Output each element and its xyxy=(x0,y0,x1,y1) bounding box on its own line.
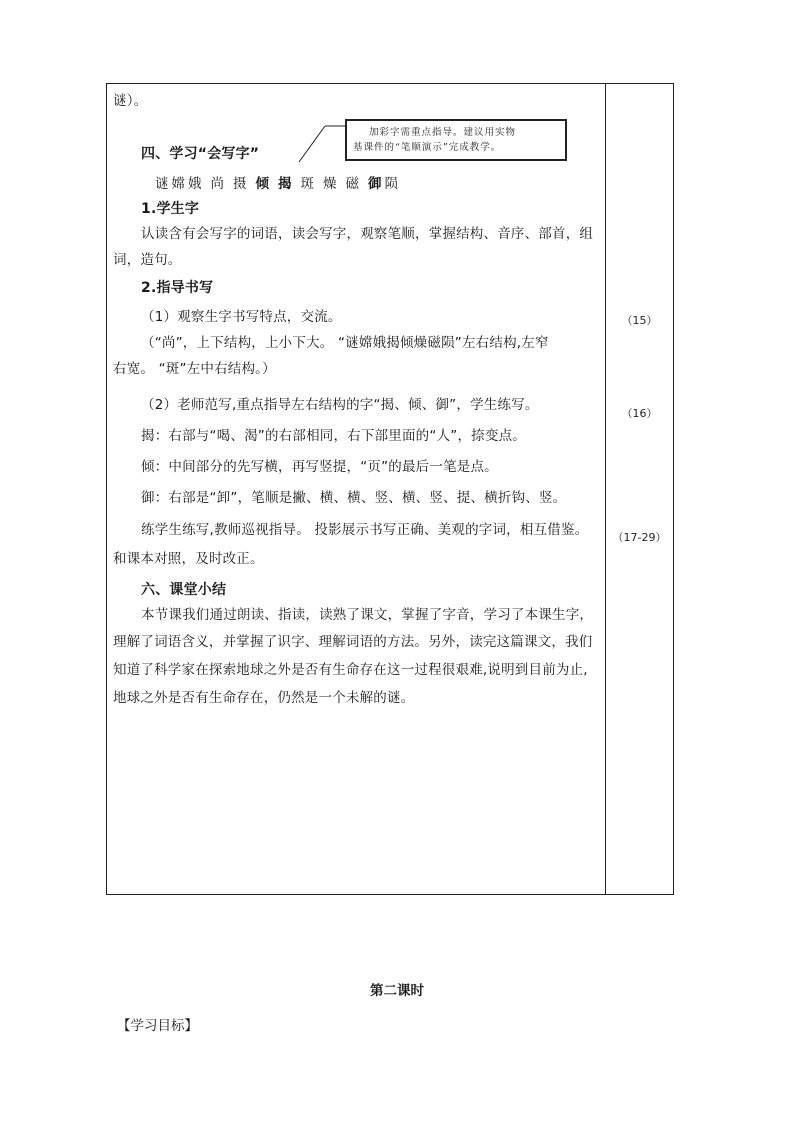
char: 磁 xyxy=(345,176,359,192)
time-mark: （15） xyxy=(621,314,658,327)
time-column xyxy=(606,84,673,894)
text-line: 右宽。 “斑”左中右结构。） xyxy=(113,361,276,377)
char: 谜 xyxy=(155,176,169,192)
text-line: 揭：右部与“喝、渴”的右部相同，右下部里面的“人”，捺变点。 xyxy=(141,428,526,444)
subheading-learn-characters: 1.学生字 xyxy=(141,201,200,217)
char: 御 xyxy=(368,176,382,192)
char: 陨 xyxy=(384,176,398,192)
char: 揭 xyxy=(278,176,292,192)
text-line: 谜）。 xyxy=(113,93,148,109)
tip-line: 基课件的“笔顺演示”完成教学。 xyxy=(353,142,502,153)
char: 摄 xyxy=(233,176,247,192)
text-line: 练学生练写,教师巡视指导。 投影展示书写正确、美观的字词，相互借鉴。 xyxy=(141,522,589,538)
callout-line xyxy=(297,124,349,164)
lesson-title: 第二课时 xyxy=(370,983,424,999)
text-line: 倾：中间部分的先写横，再写竖提，“页”的最后一笔是点。 xyxy=(141,459,498,475)
text-line: 本节课我们通过朗读、指读，读熟了课文，掌握了字音，学习了本课生字， xyxy=(141,607,594,623)
text-line: （1）观察生字书写特点，交流。 xyxy=(141,309,342,325)
text-line: 理解了词语含义，并掌握了识字、理解词语的方法。另外，读完这篇课文，我们 xyxy=(113,634,593,650)
lesson-table xyxy=(106,83,674,895)
text-line: （2）老师范写,重点指导左右结构的字“揭、倾、御”，学生练写。 xyxy=(141,397,539,413)
text-line: 词，造句。 xyxy=(113,252,182,268)
char: 燥 xyxy=(323,176,337,192)
char: 娥 xyxy=(188,176,202,192)
learning-goals-heading: 【学习目标】 xyxy=(117,1018,198,1034)
text-line: 和课本对照，及时改正。 xyxy=(113,551,264,567)
text-line: （“尚”，上下结构，上小下大。 “谜嫦娥揭倾燥磁陨”左右结构,左窄 xyxy=(141,335,549,351)
subheading-writing-guide: 2.指导书写 xyxy=(141,280,214,296)
time-mark: （17-29） xyxy=(612,531,667,544)
char: 倾 xyxy=(255,176,269,192)
tip-line: 加彩字需重点指导。建议用实物 xyxy=(369,127,517,138)
section-heading-summary: 六、课堂小结 xyxy=(141,582,227,598)
time-mark: （16） xyxy=(621,407,658,420)
text-line: 地球之外是否有生命存在，仍然是一个未解的谜。 xyxy=(113,690,415,706)
text-line: 认读含有会写字的词语，读会写字，观察笔顺，掌握结构、音序、部首，组 xyxy=(141,226,594,242)
char: 嫦 xyxy=(171,176,185,192)
section-heading-writing: 四、学习“会写字” xyxy=(141,146,260,162)
character-list xyxy=(155,175,401,193)
text-line: 知道了科学家在探索地球之外是否有生命存在这一过程很艰难,说明到目前为止, xyxy=(113,662,588,678)
text-line: 御：右部是“卸”，笔顺是撇、横、横、竖、横、竖、提、横折钩、竖。 xyxy=(141,490,567,506)
char: 斑 xyxy=(300,176,314,192)
char: 尚 xyxy=(210,176,224,192)
tip-box xyxy=(345,119,567,161)
lesson-content-cell xyxy=(107,84,605,894)
